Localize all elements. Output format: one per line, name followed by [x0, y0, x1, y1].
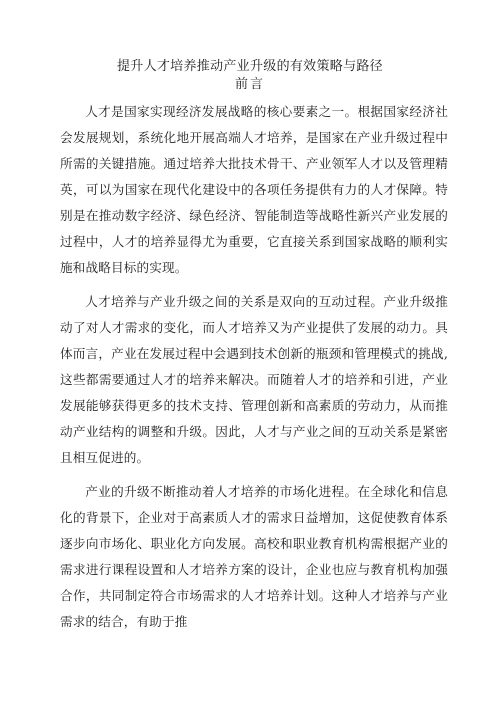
- document-body: [60, 99, 448, 643]
- paragraph-2: 人才培养与产业升级之间的关系是双向的互动过程。产业升级推动了对人才需求的变化，而人才培养又为产业提供了发展的动力。具体而言，产业在发展过程中会遇到技术创新的瓶颈和管理模式的挑战,这些都需要通过人才的培养来解决。而随着人才的培养和引进，产业发展能够获得更多的技术支持、管理创新和高素质的劳动力，从而推动产业结构的调整和升级。因此，人才与产业之间的互动关系是紧密且相互促进的。: [60, 294, 448, 465]
- paragraph-3: 产业的升级不断推动着人才培养的市场化进程。在全球化和信息化的背景下，企业对于高素质人才的需求日益增加，这促使教育体系逐步向市场化、职业化方向发展。高校和职业教育机构需根据产业的需求进行课程设置和人才培养方案的设计，企业也应与教育机构加强合作，共同制定符合市场需求的人才培养计划。这种人才培养与产业需求的结合，有助于推: [60, 484, 448, 629]
- document-title: 提升人才培养推动产业升级的有效策略与路径: [116, 59, 383, 74]
- paragraph-1: 人才是国家实现经济发展战略的核心要素之一。根据国家经济社会发展规划，系统化地开展高端人才培养，是国家在产业升级过程中所需的关键措施。通过培养大批技术骨干、产业领军人才以及管理精英，可以为国家在现代化建设中的各项任务提供有力的人才保障。特别是在推动数字经济、绿色经济、智能制造等战略性新兴产业发展的过程中，人才的培养显得尤为重要，它直接关系到国家战略的顺利实施和战略目标的实现。: [60, 104, 448, 275]
- section-heading: 前言: [234, 77, 265, 92]
